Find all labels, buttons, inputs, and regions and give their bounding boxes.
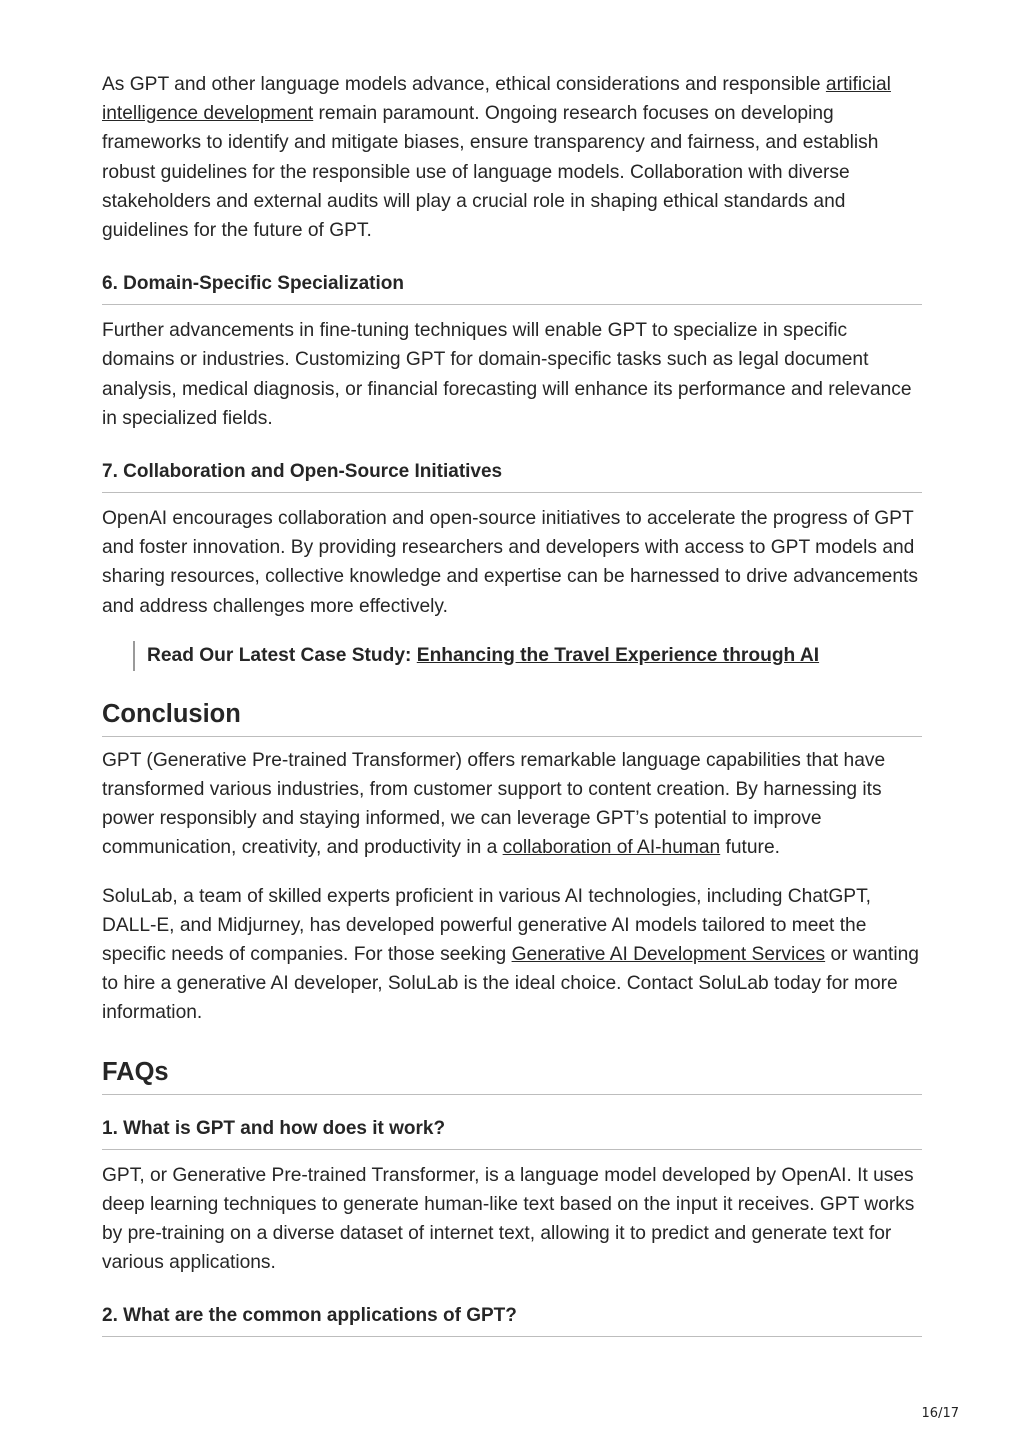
conclusion-p1-text-before-link: GPT (Generative Pre-trained Transformer) offers remarkable language capabilities that have transformed various industries, from customer support to content creation. By harnessing its power responsibly and staying informed, we can leverage GPT’s potential to improve communication, creativity, and productivity in a [102,749,886,859]
ai-human-collaboration-link[interactable]: collaboration of AI-human [502,837,721,859]
faq-2-question: 2. What are the common applications of GPT? [102,1304,922,1337]
faq-1-answer: GPT, or Generative Pre-trained Transformer, is a language model developed by OpenAI. It uses deep learning techniques to generate human-like text based on the input it receives. GPT works by pre-training on a diverse dataset of internet text, allowing it to predict and generate text for various applications. [102,1164,915,1274]
conclusion-p2-text-before-link: SoluLab, a team of skilled experts proficient in various AI technologies, including ChatGPT, DALL-E, and Midjurney, has developed powerful generative AI models tailored to meet the specific needs of companies. For those seeking [102,885,871,966]
case-study-link[interactable]: Enhancing the Travel Experience through AI [416,644,820,666]
conclusion-paragraph-2 [102,882,922,1028]
page-number: 16/17 [921,1406,959,1421]
ai-development-link[interactable]: artificial intelligence development [102,74,891,125]
conclusion-p1-text-after-link: future. [720,837,780,859]
section-7-body: OpenAI encourages collaboration and open-source initiatives to accelerate the progress of GPT and foster innovation. By providing researchers and developers with access to GPT models and sharing resources, collective knowledge and expertise can be harnessed to drive advancements and address challenges more effectively. [102,508,918,617]
case-study-label: Read Our Latest Case Study: [147,644,417,666]
faq-1-question: 1. What is GPT and how does it work? [102,1117,922,1150]
section-7-heading: 7. Collaboration and Open-Source Initiatives [102,460,922,493]
generative-ai-services-link[interactable]: Generative AI Development Services [511,944,826,966]
document-page [102,70,922,1337]
intro-text-after-link: remain paramount. Ongoing research focuses on developing frameworks to identify and mitigate biases, ensure transparency and fairness, and establish robust guidelines for the responsible use of language models. Collaboration with diverse stakeholders and external audits will play a crucial role in shaping ethical standards and guidelines for the future of GPT. [102,103,879,242]
intro-text-before-link: As GPT and other language models advance, ethical considerations and responsible [102,74,826,95]
conclusion-p2-text-after-link: or wanting to hire a generative AI developer, SoluLab is the ideal choice. Contact SoluLab today for more information. [102,944,919,1024]
faqs-heading: FAQs [102,1056,922,1095]
conclusion-paragraph-1 [102,746,922,863]
conclusion-heading: Conclusion [102,698,922,737]
section-6-body: Further advancements in fine-tuning techniques will enable GPT to specialize in specific domains or industries. Customizing GPT for domain-specific tasks such as legal document analysis, medical diagnosis, or financial forecasting will enhance its performance and relevance in specialized fields. [102,320,912,429]
case-study-callout [133,641,922,671]
section-6-heading: 6. Domain-Specific Specialization [102,272,922,305]
intro-paragraph [102,70,922,245]
